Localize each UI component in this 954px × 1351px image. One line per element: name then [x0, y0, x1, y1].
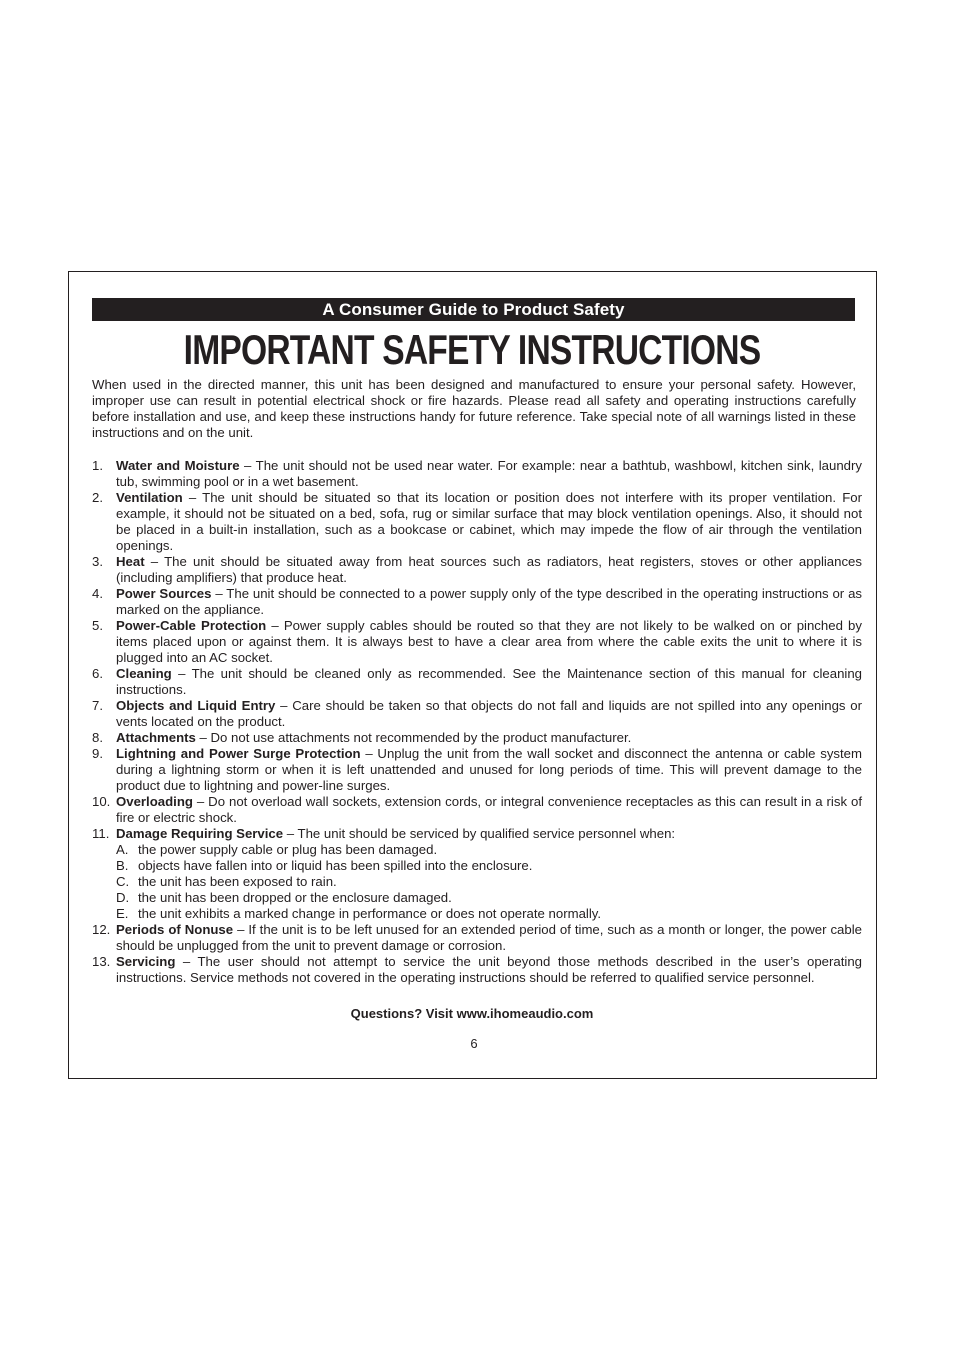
- item-number: 1.: [92, 458, 103, 473]
- questions-footer: Questions? Visit www.ihomeaudio.com: [350, 1006, 594, 1021]
- item-text: – Do not use attachments not recommended by the product manufacturer.: [195, 730, 632, 745]
- item-number: 5.: [92, 618, 103, 633]
- item-text: – Care should be taken so that objects do not fall and liquids are not spilled into any openings or vents located on the product.: [116, 698, 862, 729]
- item-term: Objects and Liquid Entry: [116, 698, 276, 713]
- list-item: [92, 666, 862, 698]
- item-number: 8.: [92, 730, 103, 745]
- list-item: [92, 954, 862, 986]
- item-term: Cleaning: [116, 666, 172, 681]
- service-conditions-list: [116, 842, 862, 922]
- list-item: [92, 586, 862, 618]
- item-term: Attachments: [116, 730, 196, 745]
- sub-item-text: objects have fallen into or liquid has been spilled into the enclosure.: [138, 858, 533, 873]
- page-title: IMPORTANT SAFETY INSTRUCTIONS: [183, 326, 761, 373]
- item-number: 4.: [92, 586, 103, 601]
- sub-list-item: [116, 874, 862, 890]
- item-text: – The unit should be connected to a power supply only of the type described in the operating instructions or as marked on the appliance.: [116, 586, 862, 617]
- sub-item-text: the power supply cable or plug has been damaged.: [138, 842, 438, 857]
- item-term: Overloading: [116, 794, 193, 809]
- list-item: [92, 698, 862, 730]
- list-item: [92, 490, 862, 554]
- list-item: [92, 458, 862, 490]
- item-text: – The user should not attempt to service the unit beyond those methods described in the user’s operating instructions. Service methods not covered in the operating instructions should be referred to qualified service personnel.: [116, 954, 862, 985]
- item-number: 13.: [92, 954, 111, 969]
- intro-paragraph: When used in the directed manner, this unit has been designed and manufactured to ensure your personal safety. However, improper use can result in potential electrical shock or fire hazards. Please read all safety and operating instructions carefully before installation and use, and keep these instructions handy for future reference. Take special note of all warnings listed in these instructions and on the unit.: [92, 377, 856, 440]
- sub-item-letter: B.: [116, 858, 129, 873]
- item-term: Damage Requiring Service: [116, 826, 284, 841]
- item-term: Power-Cable Protection: [116, 618, 267, 633]
- sub-item-text: the unit exhibits a marked change in performance or does not operate normally.: [138, 906, 602, 921]
- item-text: – Do not overload wall sockets, extension cords, or integral convenience receptacles as this can result in a risk of fire or electric shock.: [116, 794, 862, 825]
- item-number: 11.: [92, 826, 110, 841]
- list-item: [92, 922, 862, 954]
- list-item: [92, 794, 862, 826]
- item-text: – The unit should be cleaned only as recommended. See the Maintenance section of this manual for cleaning instructions.: [116, 666, 862, 697]
- item-text: – If the unit is to be left unused for an extended period of time, such as a month or longer, the power cable should be unplugged from the unit to prevent damage or corrosion.: [116, 922, 862, 953]
- sub-list-item: [116, 858, 862, 874]
- item-term: Ventilation: [116, 490, 183, 505]
- item-number: 7.: [92, 698, 103, 713]
- sub-item-text: the unit has been exposed to rain.: [138, 874, 337, 889]
- page-number: 6: [470, 1036, 478, 1051]
- list-item: [92, 618, 862, 666]
- item-number: 9.: [92, 746, 103, 761]
- item-number: 12.: [92, 922, 111, 937]
- item-text: – The unit should be situated so that its location or position does not interfere with its proper ventilation. For example, it should not be situated on a bed, sofa, rug or similar surface that may block ventilation openings. Also, it should not be placed in a built-in installation, such as a bookcase or cabinet, which may impede the flow of air through the ventilation openings.: [116, 490, 862, 553]
- list-item: [92, 746, 862, 794]
- item-term: Periods of Nonuse: [116, 922, 234, 937]
- sub-list-item: [116, 890, 862, 906]
- item-number: 3.: [92, 554, 103, 569]
- item-text: – The unit should be situated away from heat sources such as radiators, heat registers, stoves or other appliances (including amplifiers) that produce heat.: [116, 554, 862, 585]
- sub-item-text: the unit has been dropped or the enclosure damaged.: [138, 890, 452, 905]
- list-item: [92, 554, 862, 586]
- guide-banner: A Consumer Guide to Product Safety: [92, 298, 855, 321]
- item-text: – The unit should not be used near water. For example: near a bathtub, washbowl, kitchen sink, laundry tub, swimming pool or in a wet basement.: [116, 458, 862, 489]
- instructions-list: [92, 458, 862, 986]
- item-number: 2.: [92, 490, 103, 505]
- sub-list-item: [116, 842, 862, 858]
- item-term: Lightning and Power Surge Protection: [116, 746, 361, 761]
- item-term: Heat: [116, 554, 145, 569]
- sub-item-letter: C.: [116, 874, 130, 889]
- item-term: Water and Moisture: [116, 458, 240, 473]
- list-item: [92, 826, 862, 922]
- item-text: – Unplug the unit from the wall socket and disconnect the antenna or cable system during a lightning storm or when it is left unattended and unused for long periods of time. This will prevent damage to the product due to lightning and power-line surges.: [116, 746, 862, 793]
- sub-item-letter: D.: [116, 890, 130, 905]
- item-term: Power Sources: [116, 586, 212, 601]
- safety-box: [68, 271, 877, 1079]
- item-number: 10.: [92, 794, 111, 809]
- item-text: – Power supply cables should be routed so that they are not likely to be walked on or pinched by items placed upon or against them. It is always best to have a clear area from where the cable exits the unit to where it is plugged into an AC socket.: [116, 618, 862, 665]
- sub-list-item: [116, 906, 862, 922]
- list-item: [92, 730, 862, 746]
- item-term: Servicing: [116, 954, 176, 969]
- sub-item-letter: E.: [116, 906, 129, 921]
- item-text: – The unit should be serviced by qualified service personnel when:: [283, 826, 676, 841]
- sub-item-letter: A.: [116, 842, 129, 857]
- item-number: 6.: [92, 666, 103, 681]
